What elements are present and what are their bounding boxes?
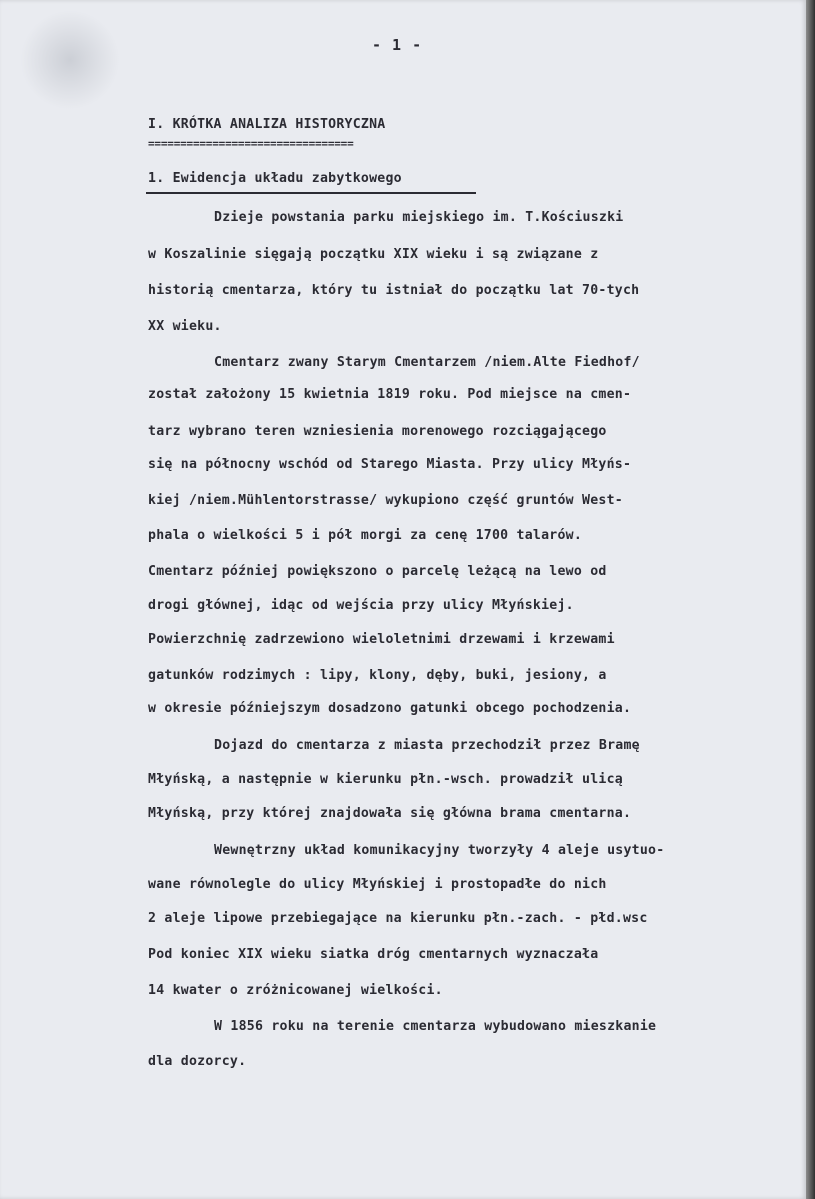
text-line: gatunków rodzimych : lipy, klony, dęby, buki, jesiony, a [148,668,607,683]
text-line: phala o wielkości 5 i pół morgi za cenę 1700 talarów. [148,528,583,543]
text-line: drogi głównej, idąc od wejścia przy ulicy Młyńskiej. [148,598,574,613]
section-title-underline: ================================ [148,137,354,150]
text-line: Dzieje powstania parku miejskiego im. T.Kościuszki [214,210,624,225]
text-line: dla dozorcy. [148,1054,247,1069]
subsection-underline [146,192,476,194]
text-line: Młyńską, przy której znajdowała się główna brama cmentarna. [148,806,632,821]
text-line: W 1856 roku na terenie cmentarza wybudowano mieszkanie [214,1019,657,1034]
text-line: 14 kwater o zróżnicowanej wielkości. [148,983,443,998]
section-title: I. KRÓTKA ANALIZA HISTORYCZNA [148,117,386,132]
text-line: w Koszalinie sięgają początku XIX wieku i są związane z [148,247,599,262]
text-line: Powierzchnię zadrzewiono wieloletnimi drzewami i krzewami [148,632,615,647]
page-edge-shadow [806,0,815,1199]
page-number: - 1 - [372,36,423,54]
subsection-title: 1. Ewidencja układu zabytkowego [148,171,402,186]
text-line: wane równolegle do ulicy Młyńskiej i prostopadłe do nich [148,877,607,892]
text-line: się na północny wschód od Starego Miasta. Przy ulicy Młyńs- [148,457,632,472]
text-line: Dojazd do cmentarza z miasta przechodził przez Bramę [214,738,640,753]
text-line: Pod koniec XIX wieku siatka dróg cmentarnych wyznaczała [148,947,599,962]
text-line: XX wieku. [148,319,222,334]
text-line: tarz wybrano teren wzniesienia morenowego rozciągającego [148,424,607,439]
text-line: 2 aleje lipowe przebiegające na kierunku płn.-zach. - płd.wsc [148,911,648,926]
text-line: Wewnętrzny układ komunikacyjny tworzyły 4 aleje usytuo- [214,843,665,858]
text-line: Cmentarz zwany Starym Cmentarzem /niem.Alte Fiedhof/ [214,355,640,370]
stain [20,10,120,110]
text-line: Młyńską, a następnie w kierunku płn.-wsch. prowadził ulicą [148,772,623,787]
text-line: kiej /niem.Mühlentorstrasse/ wykupiono część gruntów West- [148,493,623,508]
text-line: został założony 15 kwietnia 1819 roku. Pod miejsce na cmen- [148,387,632,402]
text-line: Cmentarz później powiększono o parcelę leżącą na lewo od [148,564,607,579]
text-line: historią cmentarza, który tu istniał do początku lat 70-tych [148,283,640,298]
text-line: w okresie późniejszym dosadzono gatunki obcego pochodzenia. [148,701,632,716]
